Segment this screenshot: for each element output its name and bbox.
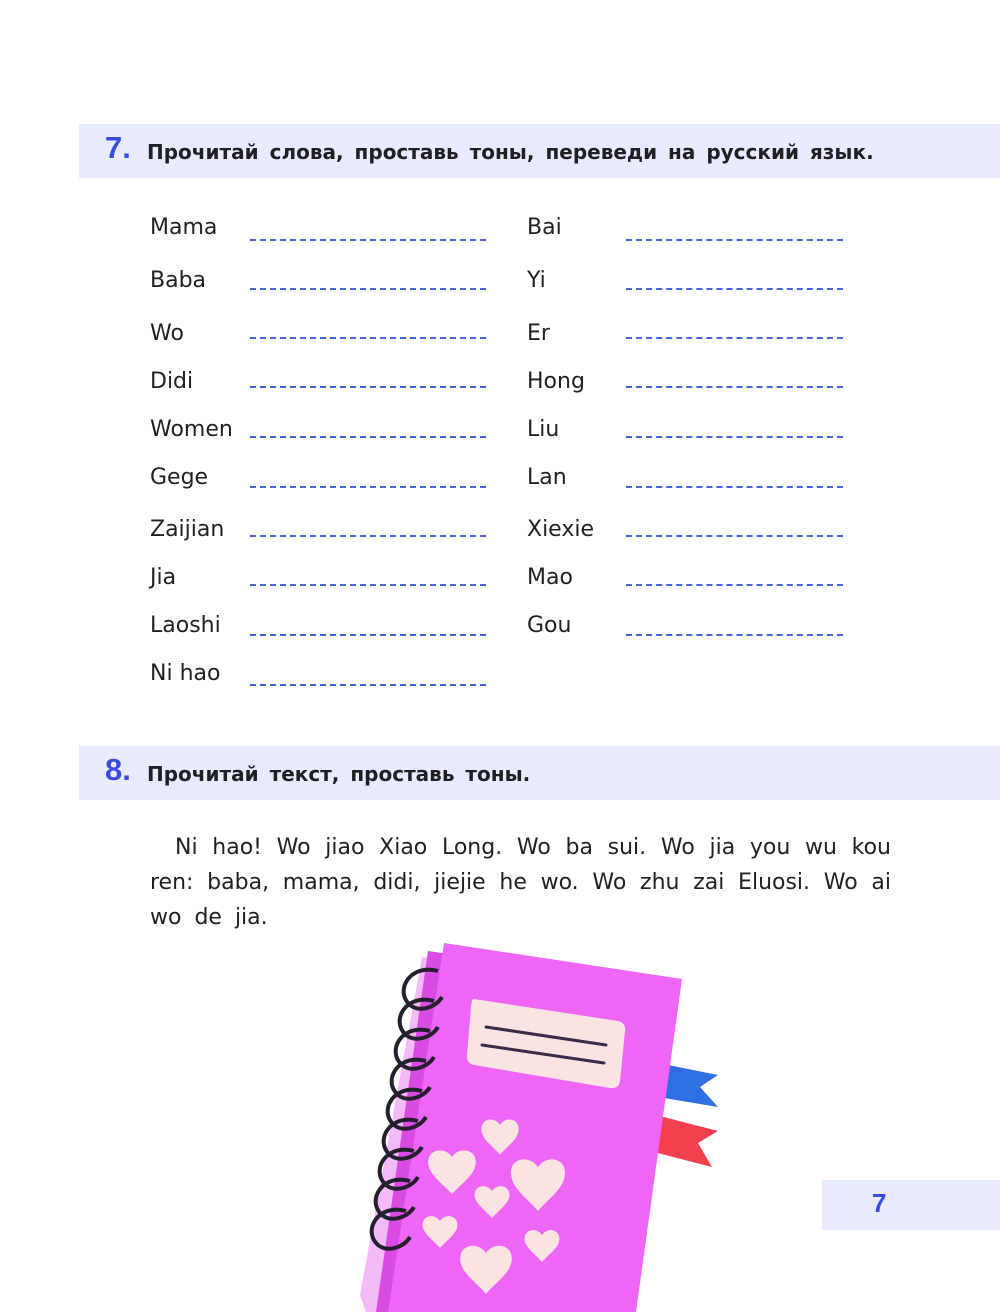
word-item: Zaijian xyxy=(150,517,225,542)
task-7-number: 7. xyxy=(105,130,131,165)
word-item: Bai xyxy=(527,215,562,240)
word-item: Women xyxy=(150,417,233,442)
answer-line[interactable] xyxy=(626,634,843,636)
word-item: Baba xyxy=(150,268,207,293)
word-item: Jia xyxy=(150,565,177,590)
word-item: Hong xyxy=(527,369,585,394)
word-item: Er xyxy=(527,321,550,346)
answer-line[interactable] xyxy=(250,337,486,339)
answer-line[interactable] xyxy=(626,386,843,388)
word-item: Liu xyxy=(527,417,560,442)
task-7-header xyxy=(79,124,1000,178)
task-7-instruction: Прочитай слова, проставь тоны, переведи на русский язык. xyxy=(147,140,874,164)
word-item: Lan xyxy=(527,465,567,490)
answer-line[interactable] xyxy=(250,486,486,488)
answer-line[interactable] xyxy=(250,386,486,388)
answer-line[interactable] xyxy=(250,436,486,438)
word-item: Mama xyxy=(150,215,218,240)
word-item: Didi xyxy=(150,369,194,394)
answer-line[interactable] xyxy=(626,337,843,339)
reading-text: Ni hao! Wo jiao Xiao Long. Wo ba sui. Wo jia you wu kou ren: baba, mama, didi, jiejie he wo. Wo zhu zai Eluosi. Wo ai wo de jia. xyxy=(150,835,891,930)
answer-line[interactable] xyxy=(626,535,843,537)
notebook-icon xyxy=(340,935,740,1312)
word-item: Xiexie xyxy=(527,517,594,542)
word-item: Yi xyxy=(527,268,546,293)
word-item: Laoshi xyxy=(150,613,221,638)
task-8-header xyxy=(79,746,1000,800)
answer-line[interactable] xyxy=(250,239,486,241)
word-item: Wo xyxy=(150,321,184,346)
answer-line[interactable] xyxy=(626,288,843,290)
page-number: 7 xyxy=(872,1188,887,1218)
answer-line[interactable] xyxy=(250,535,486,537)
answer-line[interactable] xyxy=(626,584,843,586)
answer-line[interactable] xyxy=(626,239,843,241)
answer-line[interactable] xyxy=(250,634,486,636)
page-number-box xyxy=(822,1180,1000,1230)
answer-line[interactable] xyxy=(250,684,486,686)
task-8-instruction: Прочитай текст, проставь тоны. xyxy=(147,762,531,786)
answer-line[interactable] xyxy=(626,486,843,488)
word-item: Ni hao xyxy=(150,661,221,686)
word-item: Gou xyxy=(527,613,572,638)
word-item: Mao xyxy=(527,565,573,590)
answer-line[interactable] xyxy=(626,436,843,438)
word-item: Gege xyxy=(150,465,209,490)
task-8-number: 8. xyxy=(105,752,131,787)
answer-line[interactable] xyxy=(250,288,486,290)
answer-line[interactable] xyxy=(250,584,486,586)
